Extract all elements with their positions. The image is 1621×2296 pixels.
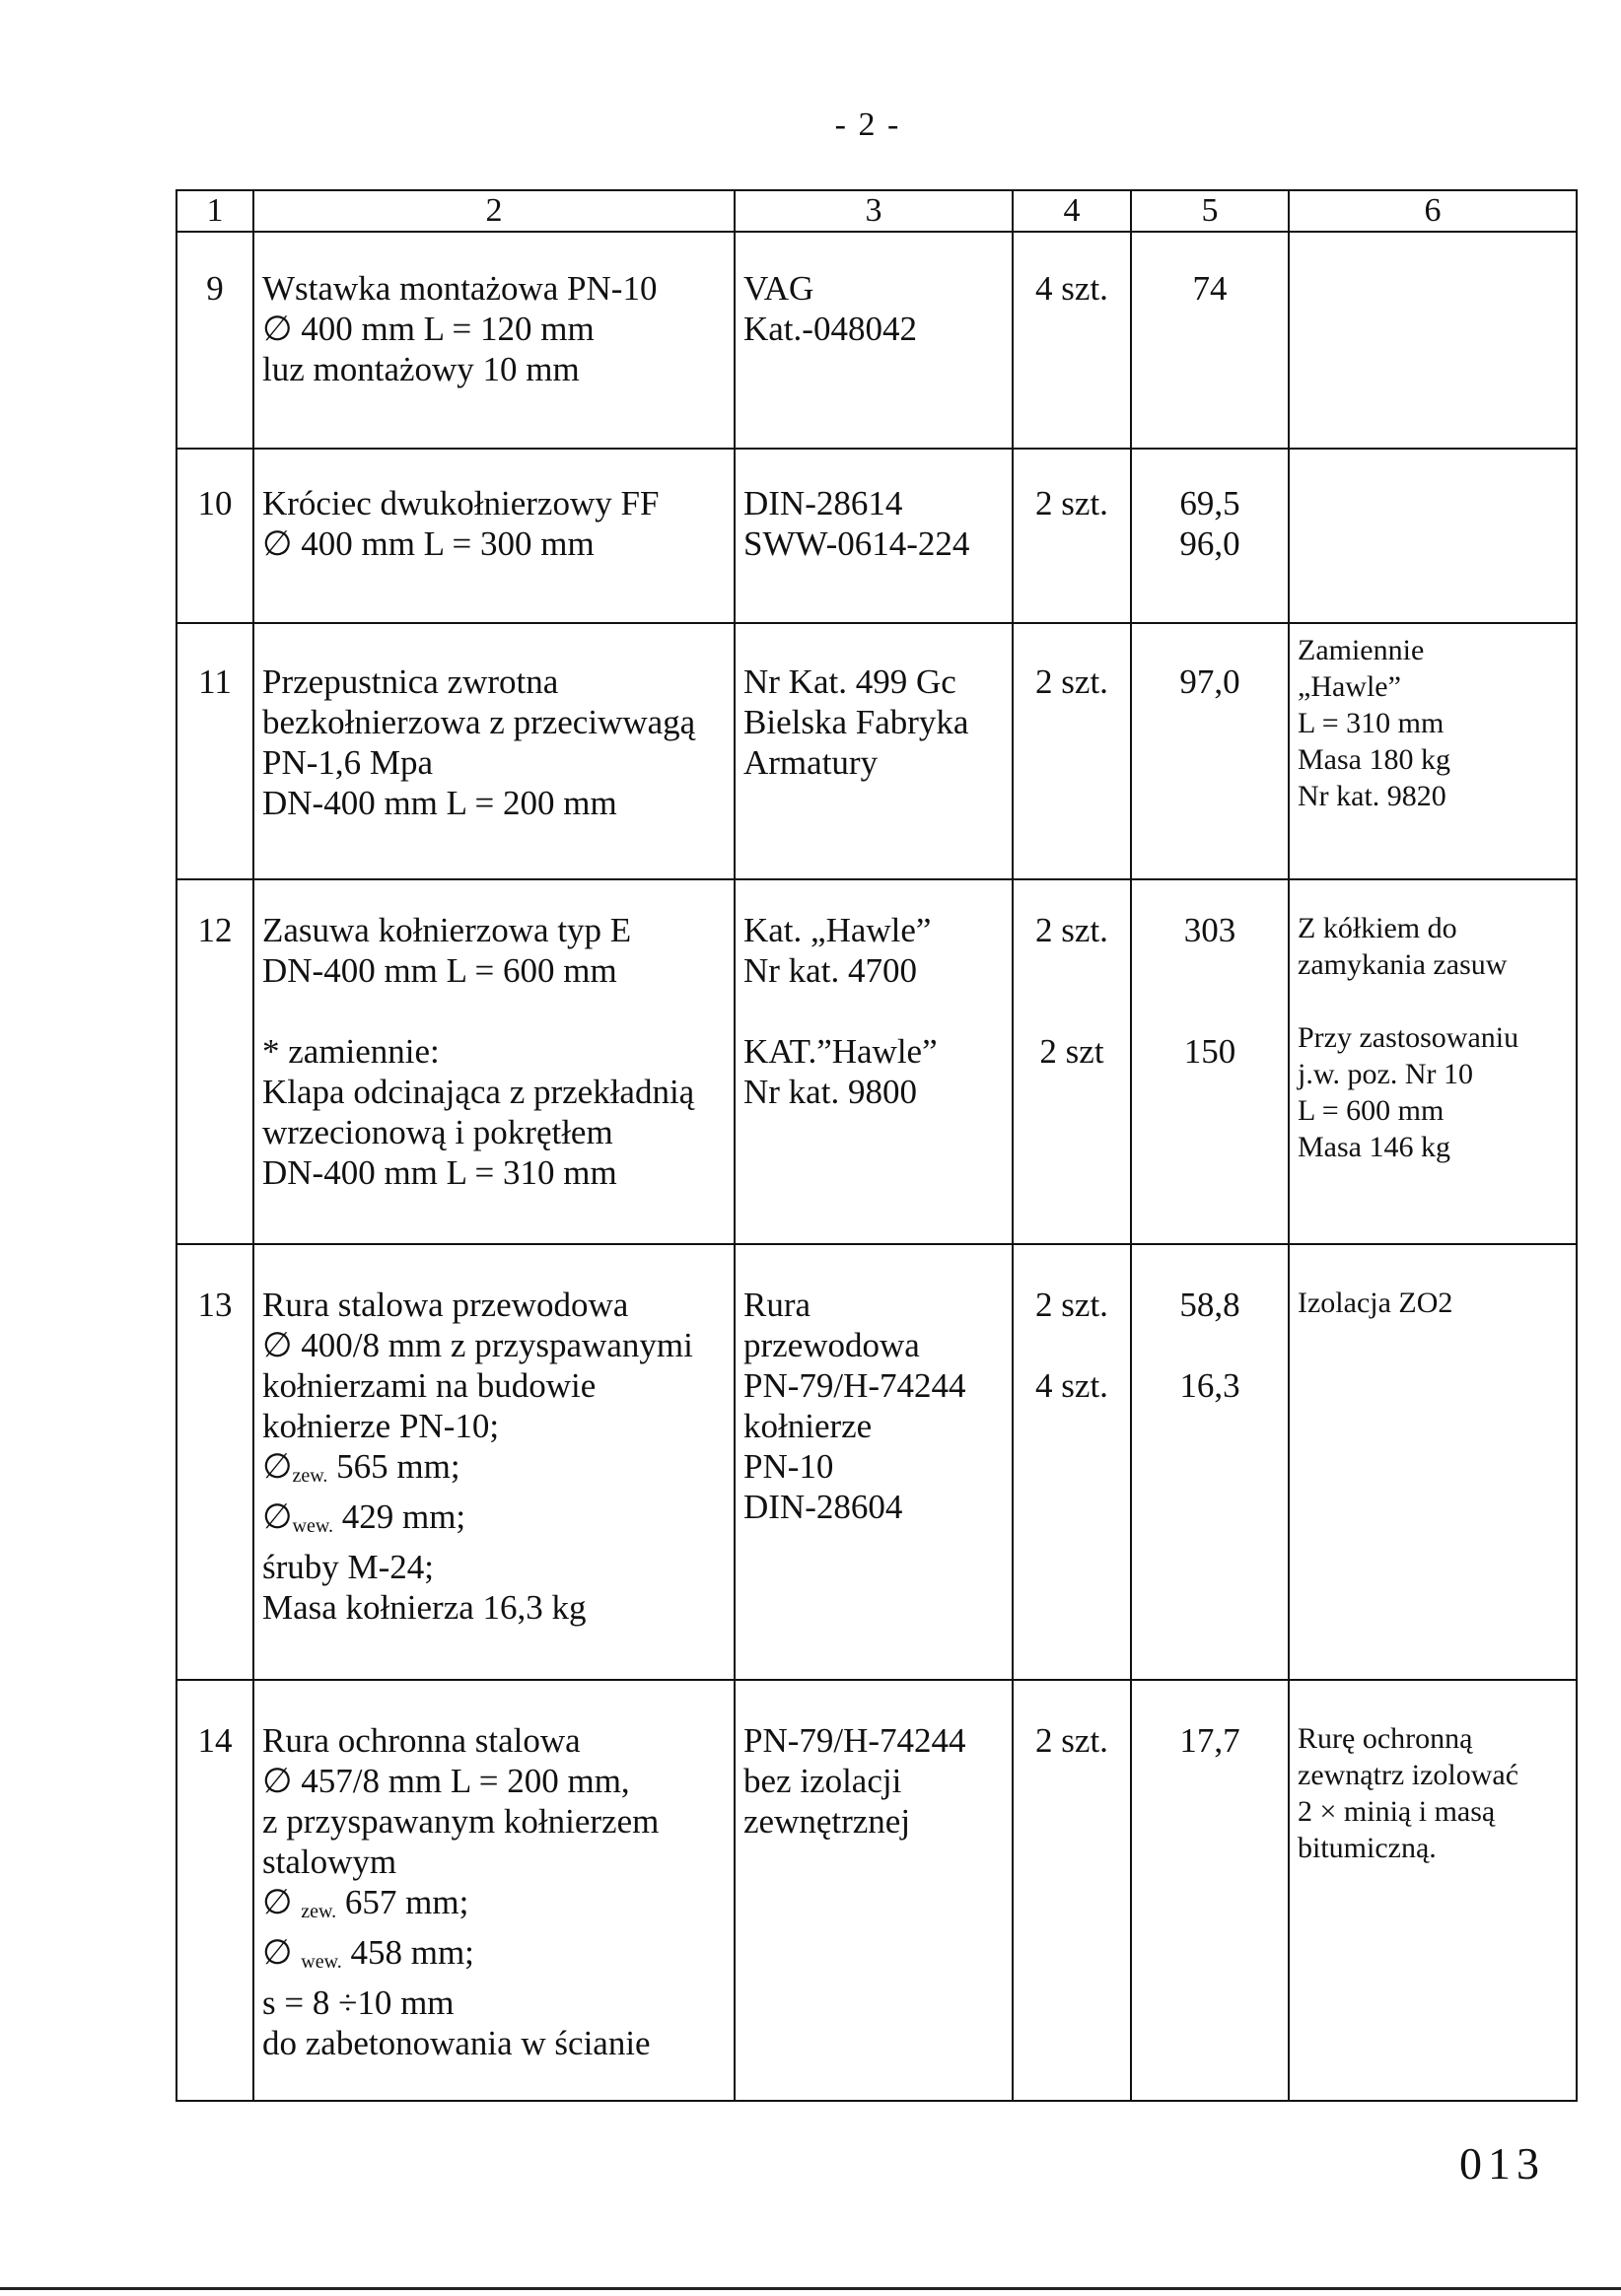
item-quantity xyxy=(1013,623,1131,879)
description-line: stalowym xyxy=(262,1843,397,1881)
standard-line: Kat.-048042 xyxy=(743,310,917,348)
description-line: Rura ochronna stalowa xyxy=(262,1721,581,1760)
diameter-subscript: zew. xyxy=(292,1465,328,1487)
specification-table xyxy=(176,189,1578,2102)
standard-line: kołnierze xyxy=(743,1407,873,1445)
standard-line: KAT.”Hawle” xyxy=(743,1032,938,1071)
item-quantity xyxy=(1013,1680,1131,2101)
remarks-line: Masa 146 kg xyxy=(1298,1131,1450,1163)
description-line: ∅ 457/8 mm L = 200 mm, xyxy=(262,1762,630,1800)
standard-line: bez izolacji xyxy=(743,1762,902,1800)
diameter-symbol: ∅ xyxy=(262,1447,293,1486)
description-line: Przepustnica zwrotna xyxy=(262,662,559,701)
description-line: Wstawka montażowa PN-10 xyxy=(262,269,658,308)
description-line: * zamiennie: xyxy=(262,1032,440,1071)
diameter-value: 429 mm; xyxy=(332,1497,466,1536)
item-mass xyxy=(1131,449,1289,623)
description-line: Rura stalowa przewodowa xyxy=(262,1286,629,1324)
quantity-line: 2 szt. xyxy=(1035,911,1108,949)
item-description xyxy=(253,449,735,623)
mass-line: 69,5 xyxy=(1179,484,1240,522)
column-header: 4 xyxy=(1013,190,1131,232)
standard-line: Armatury xyxy=(743,743,879,782)
remarks-line: zewnątrz izolować xyxy=(1298,1759,1519,1791)
description-line: Króciec dwukołnierzowy FF xyxy=(262,484,660,522)
description-line: ∅ 400/8 mm z przyspawanymi xyxy=(262,1326,693,1364)
document-sheet-number: 013 xyxy=(1459,2138,1545,2189)
diameter-symbol: ∅ xyxy=(262,1883,302,1921)
quantity-line: 2 szt. xyxy=(1035,484,1108,522)
remarks-line: zamykania zasuw xyxy=(1298,948,1508,981)
diameter-value: 458 mm; xyxy=(341,1933,474,1972)
description-line: bezkołnierzowa z przeciwwagą xyxy=(262,703,696,741)
item-standard xyxy=(735,879,1013,1244)
diameter-value: 657 mm; xyxy=(336,1883,469,1921)
item-standard xyxy=(735,1244,1013,1680)
standard-line: Nr kat. 4700 xyxy=(743,951,917,990)
item-number: 10 xyxy=(176,449,253,623)
standard-line: PN-79/H-74244 xyxy=(743,1366,966,1405)
item-mass xyxy=(1131,1244,1289,1680)
description-line: kołnierze PN-10; xyxy=(262,1407,500,1445)
remarks-line: Masa 180 kg xyxy=(1298,743,1450,776)
mass-line: 74 xyxy=(1192,269,1228,308)
item-number: 13 xyxy=(176,1244,253,1680)
standard-line: Bielska Fabryka xyxy=(743,703,969,741)
column-header: 6 xyxy=(1289,190,1577,232)
column-header: 2 xyxy=(253,190,735,232)
quantity-line: 2 szt xyxy=(1039,1032,1104,1071)
item-standard xyxy=(735,623,1013,879)
description-line: do zabetonowania w ścianie xyxy=(262,2024,651,2062)
description-line xyxy=(262,1932,726,1983)
description-line: DN-400 mm L = 600 mm xyxy=(262,951,617,990)
table-row xyxy=(176,1244,1577,1680)
standard-line: DIN-28604 xyxy=(743,1488,903,1526)
description-line: DN-400 mm L = 310 mm xyxy=(262,1153,617,1192)
item-description xyxy=(253,879,735,1244)
item-remarks xyxy=(1289,1244,1577,1680)
standard-line: Nr Kat. 499 Gc xyxy=(743,662,956,701)
remarks-line: Z kółkiem do xyxy=(1298,912,1457,944)
standard-line: PN-10 xyxy=(743,1447,834,1486)
item-number: 14 xyxy=(176,1680,253,2101)
mass-line: 16,3 xyxy=(1179,1366,1240,1405)
diameter-subscript: wew. xyxy=(301,1951,342,1973)
column-header: 5 xyxy=(1131,190,1289,232)
description-line: DN-400 mm L = 200 mm xyxy=(262,784,617,822)
item-remarks xyxy=(1289,1680,1577,2101)
remarks-line: j.w. poz. Nr 10 xyxy=(1298,1058,1474,1090)
item-mass xyxy=(1131,1680,1289,2101)
description-line: wrzecionową i pokrętłem xyxy=(262,1113,613,1151)
mass-line: 150 xyxy=(1183,1032,1236,1071)
table-row xyxy=(176,449,1577,623)
item-remarks xyxy=(1289,449,1577,623)
item-standard xyxy=(735,449,1013,623)
item-standard xyxy=(735,1680,1013,2101)
diameter-symbol: ∅ xyxy=(262,1497,293,1536)
mass-line: 58,8 xyxy=(1179,1286,1240,1324)
item-quantity xyxy=(1013,232,1131,449)
description-line: Klapa odcinająca z przekładnią xyxy=(262,1073,695,1111)
table-row xyxy=(176,879,1577,1244)
remarks-line: Zamiennie xyxy=(1298,634,1425,666)
description-line: Zasuwa kołnierzowa typ E xyxy=(262,911,632,949)
item-quantity xyxy=(1013,879,1131,1244)
item-remarks xyxy=(1289,623,1577,879)
table-row xyxy=(176,1680,1577,2101)
standard-line: przewodowa xyxy=(743,1326,920,1364)
item-number: 11 xyxy=(176,623,253,879)
bottom-rule xyxy=(0,2287,1621,2290)
item-number: 9 xyxy=(176,232,253,449)
column-header: 3 xyxy=(735,190,1013,232)
description-line: kołnierzami na budowie xyxy=(262,1366,597,1405)
remarks-line: L = 600 mm xyxy=(1298,1094,1445,1127)
description-line: Masa kołnierza 16,3 kg xyxy=(262,1588,587,1627)
table-header-row xyxy=(176,190,1577,232)
quantity-line: 4 szt. xyxy=(1035,1366,1108,1405)
description-line xyxy=(262,1496,726,1547)
table-row xyxy=(176,232,1577,449)
item-mass xyxy=(1131,623,1289,879)
remarks-line: Nr kat. 9820 xyxy=(1298,780,1446,812)
standard-line: Nr kat. 9800 xyxy=(743,1073,917,1111)
quantity-line: 2 szt. xyxy=(1035,1721,1108,1760)
table-row xyxy=(176,623,1577,879)
quantity-line: 2 szt. xyxy=(1035,662,1108,701)
diameter-symbol: ∅ xyxy=(262,1933,302,1972)
item-description xyxy=(253,232,735,449)
description-line xyxy=(262,1446,726,1496)
description-line: PN-1,6 Mpa xyxy=(262,743,434,782)
standard-line: PN-79/H-74244 xyxy=(743,1721,966,1760)
item-remarks xyxy=(1289,879,1577,1244)
description-line: z przyspawanym kołnierzem xyxy=(262,1802,660,1841)
diameter-value: 565 mm; xyxy=(327,1447,460,1486)
standard-line: VAG xyxy=(743,269,814,308)
standard-line: Kat. „Hawle” xyxy=(743,911,932,949)
description-line: śruby M-24; xyxy=(262,1548,435,1586)
remarks-line: Przy zastosowaniu xyxy=(1298,1021,1519,1054)
item-mass xyxy=(1131,879,1289,1244)
quantity-line: 2 szt. xyxy=(1035,1286,1108,1324)
item-description xyxy=(253,623,735,879)
description-line: luz montażowy 10 mm xyxy=(262,350,580,388)
item-description xyxy=(253,1244,735,1680)
description-line: s = 8 ÷10 mm xyxy=(262,1983,455,2022)
mass-line: 303 xyxy=(1183,911,1236,949)
description-line: ∅ 400 mm L = 120 mm xyxy=(262,310,595,348)
description-line: ∅ 400 mm L = 300 mm xyxy=(262,524,595,563)
remarks-line: bitumiczną. xyxy=(1298,1832,1437,1864)
description-line xyxy=(262,1882,726,1932)
remarks-line: Rurę ochronną xyxy=(1298,1722,1473,1755)
remarks-line: L = 310 mm xyxy=(1298,707,1445,739)
item-quantity xyxy=(1013,449,1131,623)
item-remarks xyxy=(1289,232,1577,449)
remarks-line: 2 × minią i masą xyxy=(1298,1795,1496,1828)
remarks-line: „Hawle” xyxy=(1298,670,1401,703)
standard-line: Rura xyxy=(743,1286,811,1324)
standard-line: zewnętrznej xyxy=(743,1802,911,1841)
page-number: - 2 - xyxy=(834,106,901,143)
mass-line: 17,7 xyxy=(1179,1721,1240,1760)
item-quantity xyxy=(1013,1244,1131,1680)
mass-line: 96,0 xyxy=(1179,524,1240,563)
quantity-line: 4 szt. xyxy=(1035,269,1108,308)
item-description xyxy=(253,1680,735,2101)
item-standard xyxy=(735,232,1013,449)
item-mass xyxy=(1131,232,1289,449)
diameter-subscript: wew. xyxy=(292,1515,333,1537)
mass-line: 97,0 xyxy=(1179,662,1240,701)
item-number: 12 xyxy=(176,879,253,1244)
column-header: 1 xyxy=(176,190,253,232)
standard-line: DIN-28614 xyxy=(743,484,903,522)
standard-line: SWW-0614-224 xyxy=(743,524,970,563)
diameter-subscript: zew. xyxy=(301,1901,337,1922)
remarks-line: Izolacja ZO2 xyxy=(1298,1287,1453,1319)
